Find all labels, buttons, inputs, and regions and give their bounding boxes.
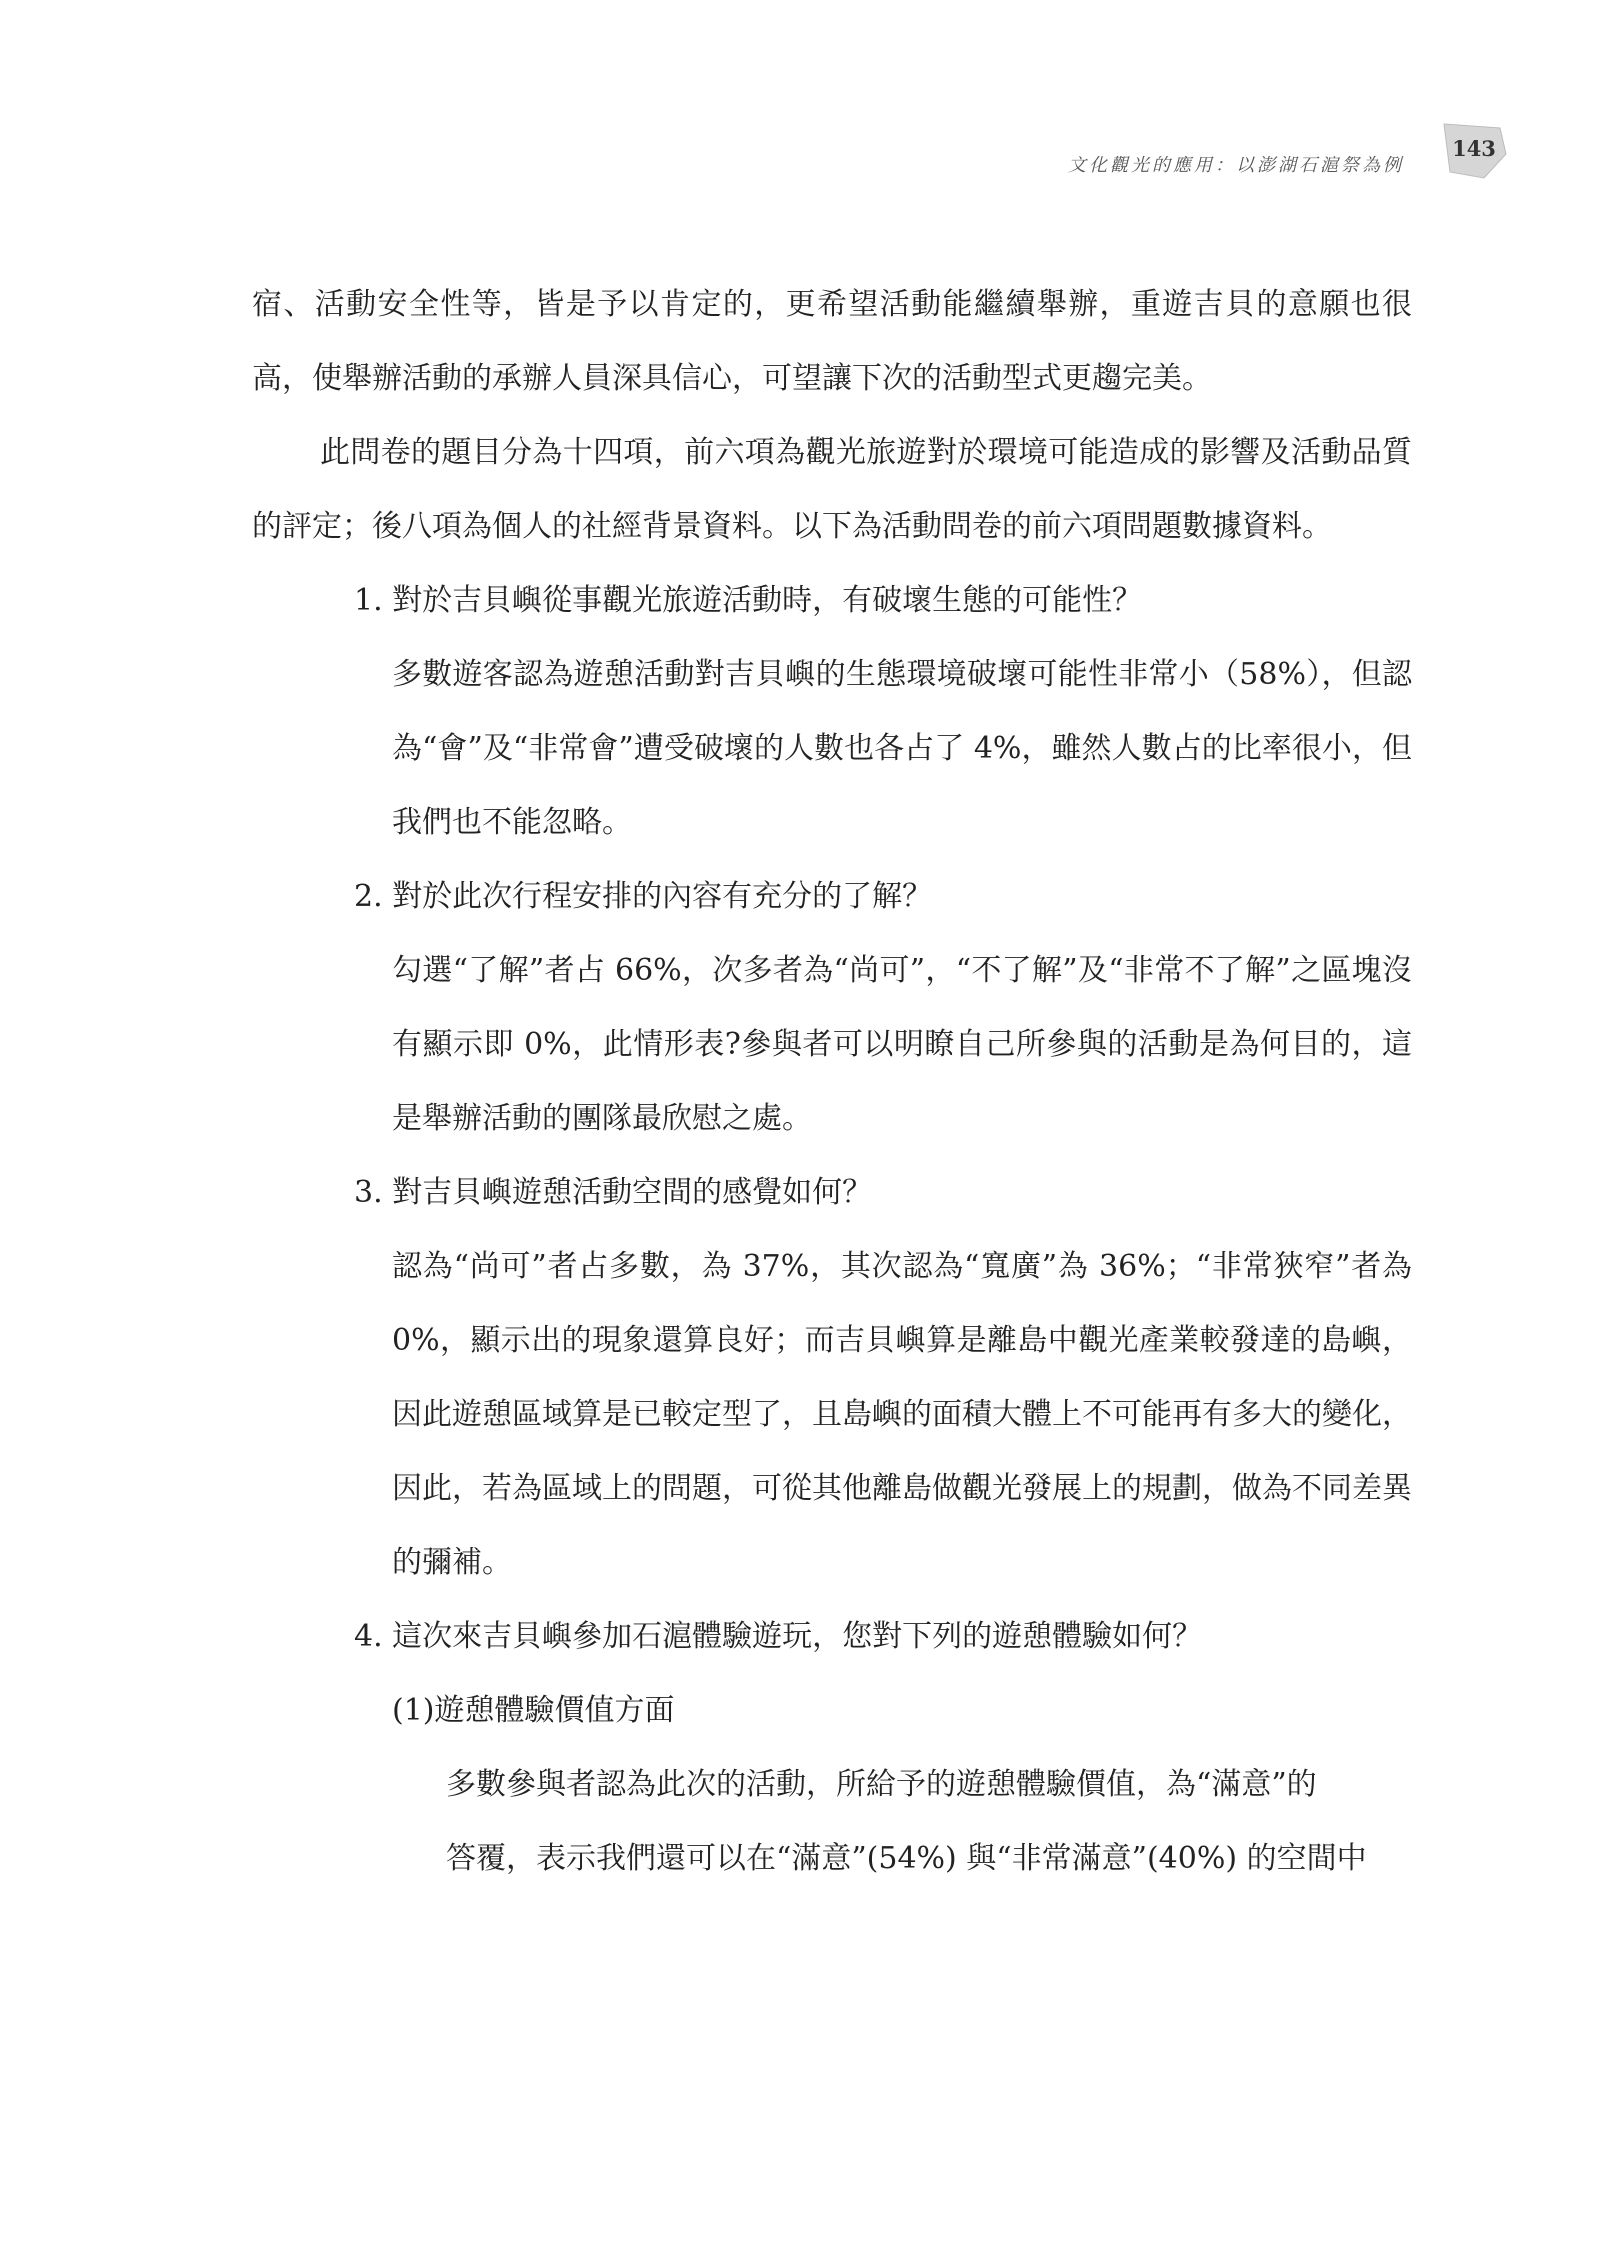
question-3-text: 認為“尚可”者占多數，為 37%，其次認為“寬廣”為 36%；“非常狹窄”者為 0%，顯示出的現象還算良好；而吉貝嶼算是離島中觀光產業較發達的島嶼，因此遊憩區域算是已較定型了，且島嶼的面積大體上不可能再有多大的變化，因此，若為區域上的問題，可從其他離島做觀光發展上的規劃，做為不同差異的彌補。 xyxy=(392,1249,1412,1580)
question-4-sub-heading: (1)遊憩體驗價值方面 xyxy=(392,1693,675,1728)
question-3-heading: 3. 對吉貝嶼遊憩活動空間的感覺如何？ xyxy=(354,1175,873,1210)
page-number-badge xyxy=(1440,120,1508,182)
question-4-sub-line-1: 多數參與者認為此次的活動，所給予的遊憩體驗價值，為“滿意”的 xyxy=(446,1767,1317,1802)
question-2-text: 勾選“了解”者占 66%，次多者為“尚可”，“不了解”及“非常不了解”之區塊沒有顯示即 0%，此情形表?參與者可以明瞭自己所參與的活動是為何目的，這是舉辦活動的團隊最欣慰之處。 xyxy=(392,953,1412,1136)
body-text xyxy=(252,268,1412,1896)
page-number: 143 xyxy=(1452,136,1496,161)
running-header: 文化觀光的應用：以澎湖石滬祭為例 xyxy=(1068,155,1404,176)
paragraph-questionnaire-intro: 此問卷的題目分為十四項，前六項為觀光旅遊對於環境可能造成的影響及活動品質的評定；後八項為個人的社經背景資料。以下為活動問卷的前六項問題數據資料。 xyxy=(252,435,1412,544)
question-2-heading: 2. 對於此次行程安排的內容有充分的了解？ xyxy=(354,879,933,914)
question-1-text: 多數遊客認為遊憩活動對吉貝嶼的生態環境破壞可能性非常小（58%），但認為“會”及“非常會”遭受破壞的人數也各占了 4%，雖然人數占的比率很小，但我們也不能忽略。 xyxy=(392,657,1412,840)
question-1-heading: 1. 對於吉貝嶼從事觀光旅遊活動時，有破壞生態的可能性？ xyxy=(354,583,1143,618)
question-4-sub-text xyxy=(446,1748,1412,1896)
question-4-sub-line-2: 答覆，表示我們還可以在“滿意”(54%) 與“非常滿意”(40%) 的空間中 xyxy=(446,1841,1367,1876)
question-4-heading: 4. 這次來吉貝嶼參加石滬體驗遊玩，您對下列的遊憩體驗如何？ xyxy=(354,1619,1203,1654)
paragraph-continued: 宿、活動安全性等，皆是予以肯定的，更希望活動能繼續舉辦，重遊吉貝的意願也很高，使舉辦活動的承辦人員深具信心，可望讓下次的活動型式更趨完美。 xyxy=(252,287,1412,396)
